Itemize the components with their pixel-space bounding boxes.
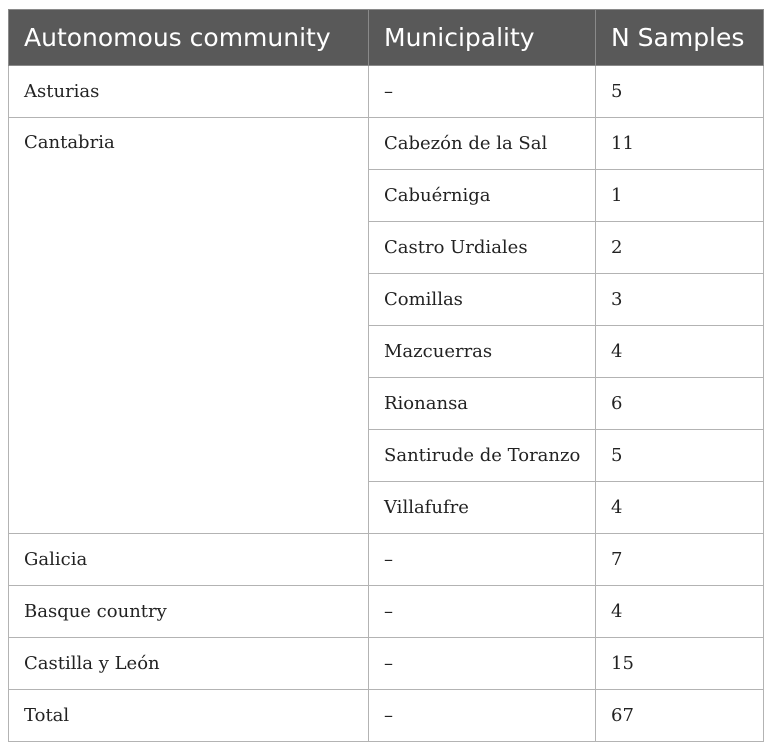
header-row — [9, 10, 764, 66]
table-body — [9, 66, 764, 742]
samples-cell: 3 — [596, 274, 764, 326]
municipality-cell: Mazcuerras — [369, 326, 596, 378]
samples-table-container — [8, 9, 763, 742]
samples-table — [8, 9, 764, 742]
community-cell: Castilla y León — [9, 638, 369, 690]
samples-cell: 7 — [596, 534, 764, 586]
municipality-cell: – — [369, 690, 596, 742]
table-row — [9, 118, 764, 170]
header-autonomous-community: Autonomous community — [9, 10, 369, 66]
total-label-cell: Total — [9, 690, 369, 742]
samples-cell: 4 — [596, 482, 764, 534]
community-cell: Asturias — [9, 66, 369, 118]
municipality-cell: Cabezón de la Sal — [369, 118, 596, 170]
samples-cell: 4 — [596, 586, 764, 638]
municipality-cell: – — [369, 534, 596, 586]
samples-cell: 2 — [596, 222, 764, 274]
total-row — [9, 690, 764, 742]
municipality-cell: Rionansa — [369, 378, 596, 430]
community-cell: Cantabria — [9, 118, 369, 534]
table-row — [9, 534, 764, 586]
header-municipality: Municipality — [369, 10, 596, 66]
total-samples-cell: 67 — [596, 690, 764, 742]
municipality-cell: – — [369, 66, 596, 118]
samples-cell: 1 — [596, 170, 764, 222]
samples-cell: 15 — [596, 638, 764, 690]
community-cell: Galicia — [9, 534, 369, 586]
municipality-cell: – — [369, 638, 596, 690]
municipality-cell: – — [369, 586, 596, 638]
municipality-cell: Comillas — [369, 274, 596, 326]
municipality-cell: Cabuérniga — [369, 170, 596, 222]
municipality-cell: Santirude de Toranzo — [369, 430, 596, 482]
table-row — [9, 586, 764, 638]
samples-cell: 4 — [596, 326, 764, 378]
header-n-samples: N Samples — [596, 10, 764, 66]
municipality-cell: Villafufre — [369, 482, 596, 534]
samples-cell: 6 — [596, 378, 764, 430]
table-row — [9, 638, 764, 690]
community-cell: Basque country — [9, 586, 369, 638]
samples-cell: 5 — [596, 430, 764, 482]
municipality-cell: Castro Urdiales — [369, 222, 596, 274]
table-row — [9, 66, 764, 118]
table-header — [9, 10, 764, 66]
samples-cell: 11 — [596, 118, 764, 170]
samples-cell: 5 — [596, 66, 764, 118]
